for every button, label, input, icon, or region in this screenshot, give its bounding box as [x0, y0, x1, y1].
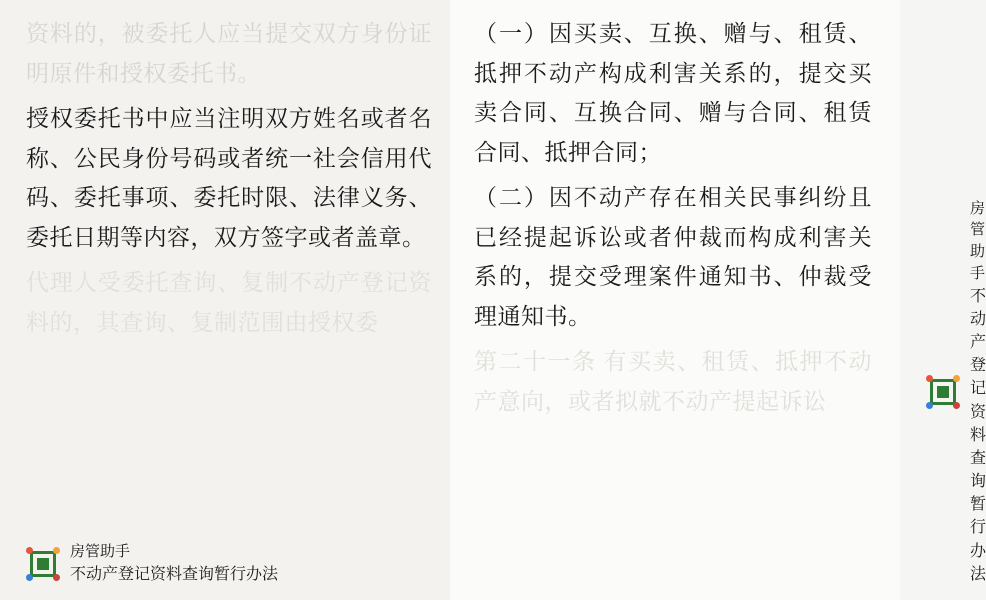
- paragraph-text: （二）因不动产存在相关民事纠纷且已经提起诉讼或者仲裁而构成利害关系的，提交受理案件通知书、仲裁受理通知书。: [474, 185, 872, 329]
- app-name: 房管助手: [70, 543, 131, 561]
- right-page-panel: [450, 0, 986, 600]
- paragraph-text: 代理人受委托查询、复制不动产登记资料的，其查询、复制范围由授权委: [26, 270, 432, 335]
- document-title: 不动产登记资料查询暂行办法: [70, 565, 279, 583]
- left-page-panel: [0, 0, 450, 600]
- fangguan-zhushou-logo-icon: [26, 547, 60, 581]
- document-title: 不动产登记资料查询暂行办法: [970, 287, 986, 583]
- paragraph-text: 第二十一条 有买卖、租赁、抵押不动产意向，或者拟就不动产提起诉讼: [474, 349, 872, 414]
- left-footer: [26, 541, 278, 586]
- right-footer: [926, 198, 986, 586]
- left-footer-text: [70, 541, 278, 586]
- fangguan-zhushou-logo-icon: [926, 375, 960, 409]
- paragraph-text: 资料的，被委托人应当提交双方身份证明原件和授权委托书。: [26, 21, 432, 86]
- paragraph-text: （一）因买卖、互换、赠与、租赁、抵押不动产构成利害关系的，提交买卖合同、互换合同、赠与合同、租赁合同、抵押合同；: [474, 21, 872, 165]
- app-name: 房管助手: [970, 199, 986, 282]
- paragraph-text: 授权委托书中应当注明双方姓名或者名称、公民身份号码或者统一社会信用代码、委托事项、委托时限、法律义务、委托日期等内容，双方签字或者盖章。: [26, 106, 432, 250]
- right-footer-text: [970, 198, 986, 586]
